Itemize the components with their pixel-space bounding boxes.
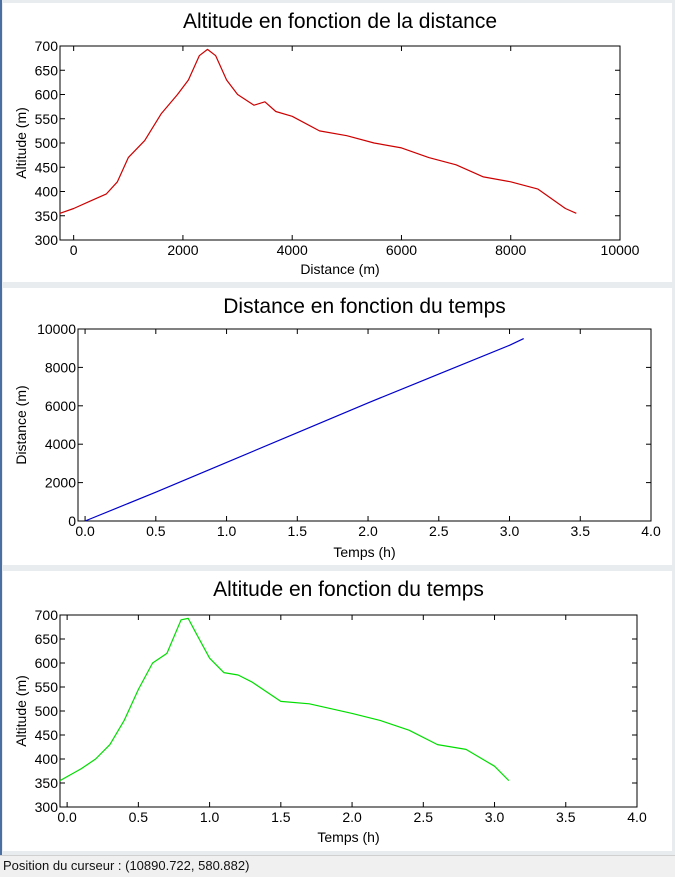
y-tick-label: 700: [34, 38, 58, 54]
x-tick-label: 4.0: [641, 523, 661, 539]
y-tick-label: 450: [34, 727, 58, 743]
x-tick-label: 3.5: [570, 523, 590, 539]
x-tick-label: 3.0: [499, 523, 520, 539]
y-tick-label: 0: [68, 513, 76, 529]
plot-area: [78, 329, 651, 521]
y-tick-label: 700: [34, 607, 58, 623]
y-tick-label: 8000: [44, 359, 76, 376]
x-tick-label: 2.5: [429, 523, 449, 539]
y-tick-label: 4000: [44, 436, 76, 453]
x-tick-label: 2.0: [358, 523, 378, 539]
distance-time-panel: [3, 288, 672, 565]
y-tick-label: 600: [34, 86, 58, 103]
x-tick-label: 6000: [385, 242, 418, 258]
y-tick-label: 650: [34, 631, 58, 647]
x-axis-label: Temps (h): [317, 829, 380, 845]
x-tick-label: 3.0: [484, 809, 505, 825]
y-tick-label: 2000: [44, 474, 76, 491]
x-tick-label: 0.5: [128, 809, 149, 825]
x-tick-label: 3.5: [556, 809, 576, 825]
y-tick-label: 10000: [37, 321, 76, 337]
y-tick-label: 400: [34, 183, 58, 200]
y-tick-label: 350: [34, 775, 58, 791]
chart-title: Distance en fonction du temps: [223, 295, 506, 318]
y-tick-label: 500: [34, 703, 58, 719]
x-tick-label: 1.0: [216, 523, 237, 539]
chart-title: Altitude en fonction de la distance: [182, 10, 498, 33]
altitude-distance-chart[interactable]: [3, 3, 672, 282]
x-tick-label: 1.0: [199, 809, 220, 825]
plot-area: [60, 615, 637, 807]
x-tick-label: 4.0: [627, 809, 647, 825]
y-tick-label: 400: [34, 751, 58, 767]
status-bar: [0, 855, 675, 877]
cursor-position-text: Position du curseur : (10890.722, 580.882): [3, 858, 250, 873]
x-axis-label: Distance (m): [300, 261, 380, 277]
y-axis-label: Altitude (m): [13, 107, 29, 179]
altitude-time-chart[interactable]: [3, 571, 672, 851]
x-tick-label: 0.0: [57, 809, 77, 825]
x-tick-label: 10000: [600, 242, 640, 258]
x-tick-label: 0.5: [146, 523, 166, 539]
x-tick-label: 0.0: [75, 523, 95, 539]
altitude-time-panel: [3, 571, 672, 851]
x-tick-label: 2000: [167, 242, 199, 258]
y-tick-label: 650: [34, 62, 58, 79]
y-tick-label: 550: [34, 679, 58, 695]
x-tick-label: 2.0: [342, 809, 362, 825]
plot-area: [60, 46, 620, 240]
y-tick-label: 450: [34, 159, 58, 176]
chart-title: Altitude en fonction du temps: [213, 578, 484, 601]
y-axis-label: Altitude (m): [13, 675, 29, 747]
window-left-edge: [0, 0, 2, 876]
x-axis-label: Temps (h): [333, 544, 396, 560]
y-tick-label: 300: [34, 232, 58, 248]
y-tick-label: 500: [34, 135, 58, 151]
distance-time-chart[interactable]: [3, 288, 672, 565]
y-tick-label: 550: [34, 110, 58, 127]
x-tick-label: 1.5: [287, 523, 308, 539]
x-tick-label: 0: [69, 242, 78, 258]
y-axis-label: Distance (m): [13, 385, 29, 465]
x-tick-label: 8000: [495, 242, 527, 258]
x-tick-label: 2.5: [413, 809, 434, 825]
y-tick-label: 300: [34, 799, 58, 815]
x-tick-label: 1.5: [271, 809, 291, 825]
altitude-distance-panel: [3, 3, 672, 282]
y-tick-label: 600: [34, 655, 58, 671]
y-tick-label: 350: [34, 207, 58, 224]
x-tick-label: 4000: [276, 242, 308, 258]
y-tick-label: 6000: [44, 397, 76, 414]
